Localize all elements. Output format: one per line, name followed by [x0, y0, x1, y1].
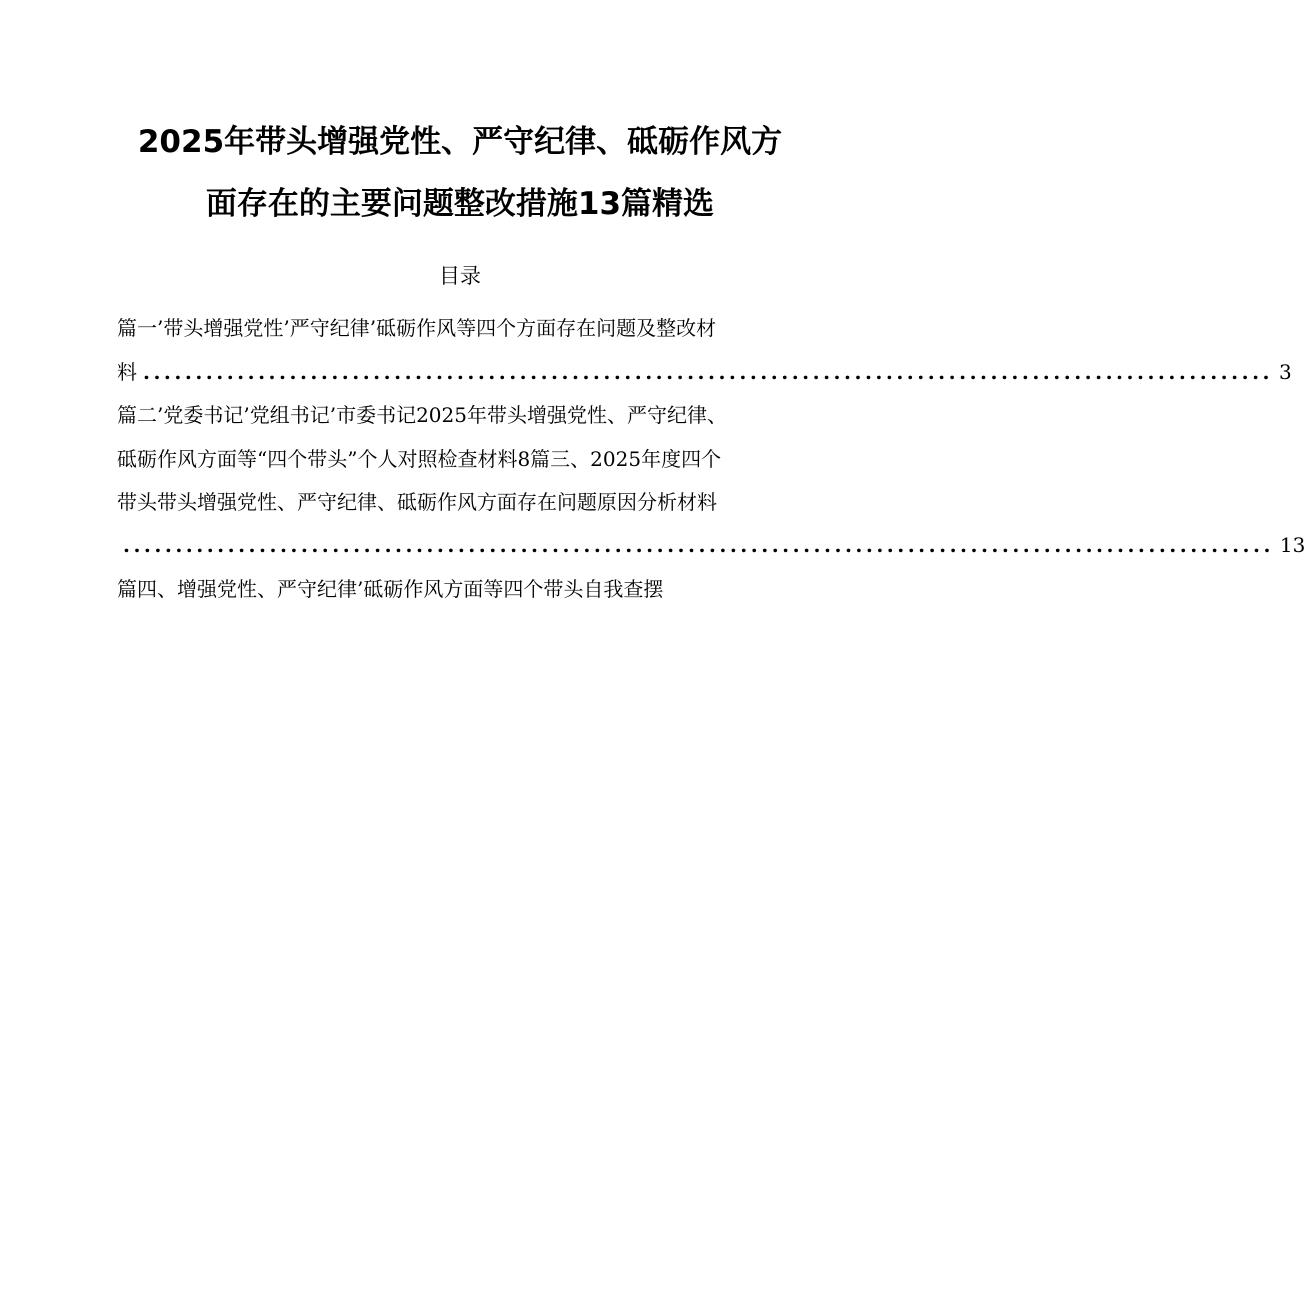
- toc-entry-2-line-2[interactable]: 砥砺作风方面等“四个带头”个人对照检查材料8篇三、2025年度四个: [117, 447, 722, 471]
- document-title-line-2: 面存在的主要问题整改措施13篇精选: [205, 186, 715, 222]
- toc-entry-1-line-2[interactable]: [117, 355, 1292, 389]
- toc-entry-1-page-number: 3: [1279, 360, 1292, 384]
- toc-entry-2-line-3[interactable]: 带头带头增强党性、严守纪律、砥砺作风方面存在问题原因分析材料: [117, 490, 717, 514]
- toc-entry-3-line-1[interactable]: 篇四、增强党性、严守纪律’砥砺作风方面等四个带头自我查摆: [117, 577, 664, 601]
- toc-dot-leader: ..............................................................................................................: [123, 533, 1274, 557]
- toc-entry-1-line-1[interactable]: 篇一’带头增强党性’严守纪律’砥砺作风等四个方面存在问题及整改材: [117, 316, 717, 340]
- toc-entry-1-text: 料: [117, 360, 137, 384]
- toc-entry-2-line-1[interactable]: 篇二’党委书记’党组书记’市委书记2025年带头增强党性、严守纪律、: [117, 403, 727, 427]
- toc-heading: 目录: [439, 264, 481, 288]
- document-title-line-1: 2025年带头增强党性、严守纪律、砥砺作风方: [137, 124, 783, 160]
- toc-entry-2-line-4[interactable]: [117, 528, 1305, 562]
- toc-entry-2-page-number: 13: [1279, 533, 1305, 557]
- toc-dot-leader: ............................................................................................................: [143, 360, 1273, 384]
